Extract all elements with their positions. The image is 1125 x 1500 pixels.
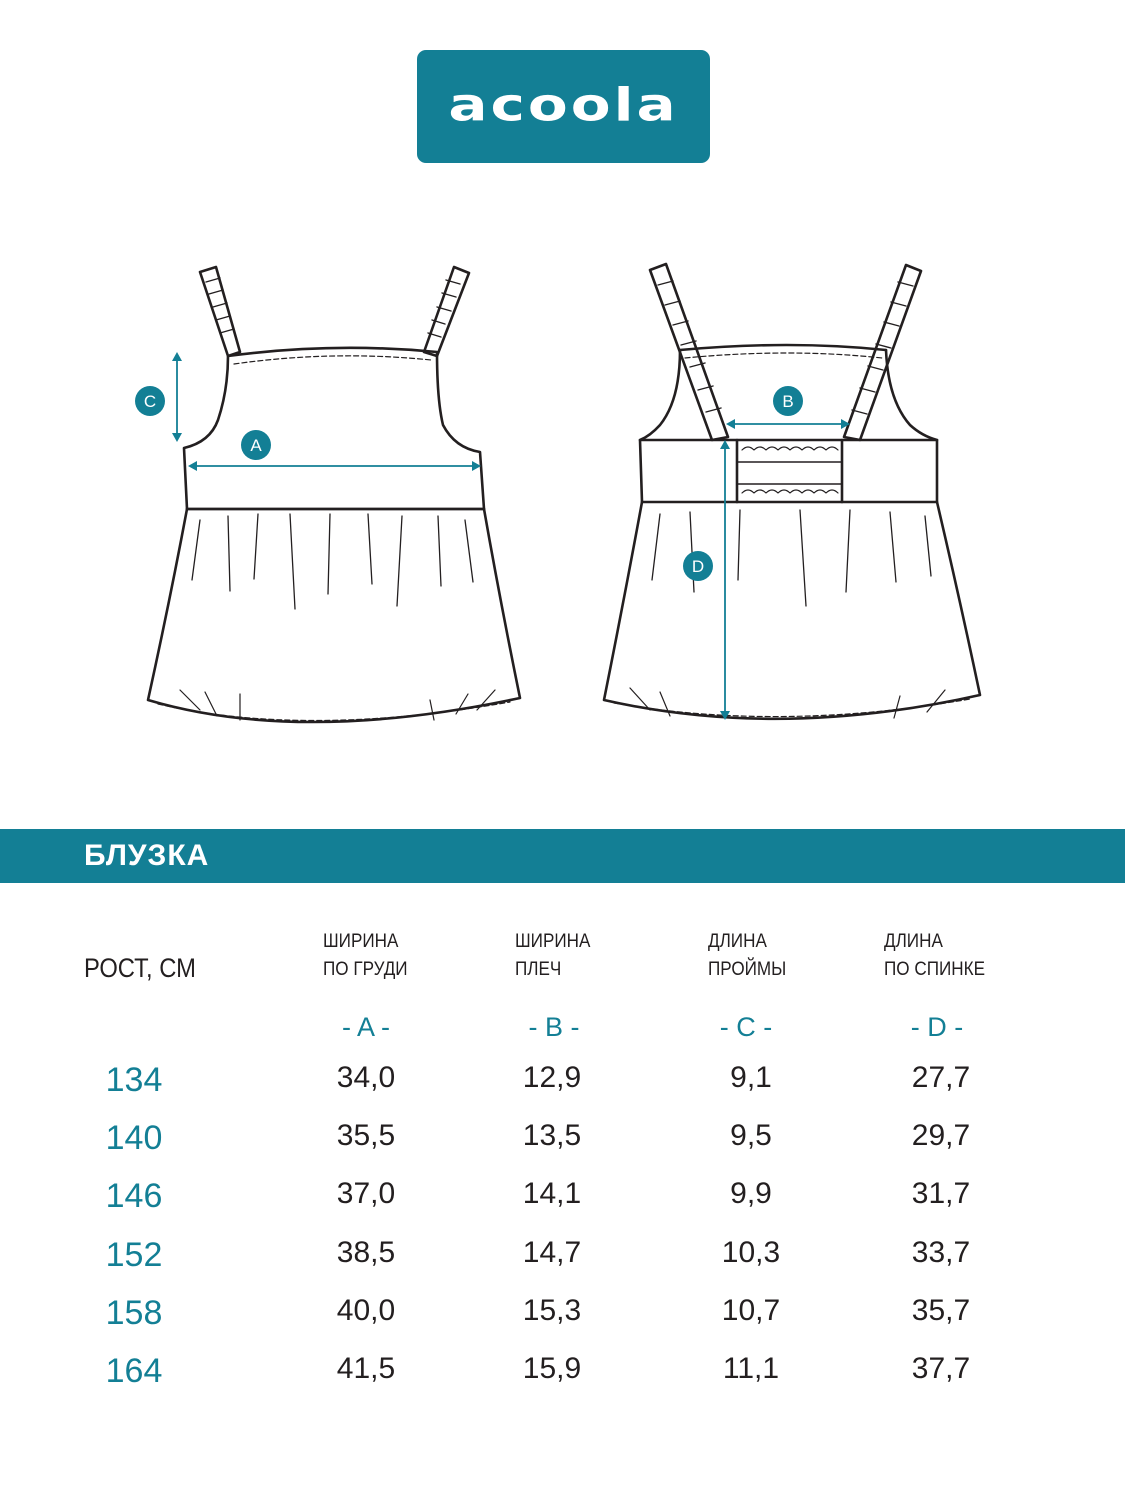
- height-header: РОСТ, СМ: [84, 953, 196, 983]
- back-view: [604, 264, 980, 719]
- column-header-shoulder-width: ШИРИНА ПЛЕЧ: [515, 931, 591, 980]
- product-title-band: [0, 829, 1125, 883]
- value-cell-c: 9,1: [730, 1061, 772, 1094]
- table-row: [0, 1236, 1125, 1294]
- table-row: [0, 1352, 1125, 1410]
- column-header-back-length: ДЛИНА ПО СПИНКЕ: [884, 931, 985, 980]
- height-cell: 146: [105, 1177, 163, 1215]
- value-cell-c: 10,3: [721, 1236, 781, 1269]
- value-cell-c: 10,7: [721, 1294, 781, 1327]
- brand-logo: [417, 50, 710, 163]
- svg-text:B: B: [782, 392, 794, 411]
- table-row: [0, 1177, 1125, 1235]
- product-title: БЛУЗКА: [84, 839, 210, 872]
- column-header-armhole-length: ДЛИНА ПРОЙМЫ: [708, 931, 787, 980]
- value-cell-b: 14,1: [522, 1177, 582, 1210]
- column-header-chest-width: ШИРИНА ПО ГРУДИ: [323, 931, 408, 980]
- value-cell-d: 29,7: [911, 1119, 971, 1152]
- column-letter-b: - B -: [528, 1012, 580, 1042]
- column-letter-d: - D -: [910, 1012, 964, 1042]
- column-letter-c: - C -: [719, 1012, 773, 1042]
- value-cell-a: 34,0: [336, 1061, 396, 1094]
- svg-text:C: C: [143, 392, 157, 411]
- table-row: [0, 1294, 1125, 1352]
- value-cell-b: 12,9: [522, 1061, 582, 1094]
- value-cell-d: 27,7: [911, 1061, 971, 1094]
- value-cell-a: 38,5: [336, 1236, 396, 1269]
- table-row: [0, 1061, 1125, 1119]
- height-cell: 140: [105, 1119, 163, 1157]
- value-cell-d: 37,7: [911, 1352, 971, 1385]
- brand-logo-text: acoola: [448, 77, 679, 132]
- value-cell-a: 41,5: [336, 1352, 396, 1385]
- front-view: [148, 267, 520, 722]
- value-cell-d: 33,7: [911, 1236, 971, 1269]
- height-cell: 158: [105, 1294, 163, 1332]
- marker-a: [241, 430, 271, 460]
- marker-d: [683, 551, 713, 581]
- column-letter-a: - A -: [341, 1012, 390, 1042]
- value-cell-b: 14,7: [522, 1236, 582, 1269]
- table-row: [0, 1119, 1125, 1177]
- value-cell-a: 37,0: [336, 1177, 396, 1210]
- garment-diagram: [0, 230, 1125, 750]
- svg-text:A: A: [250, 436, 262, 455]
- height-cell: 134: [105, 1061, 163, 1099]
- value-cell-a: 35,5: [336, 1119, 396, 1152]
- value-cell-d: 31,7: [911, 1177, 971, 1210]
- height-cell: 152: [105, 1236, 163, 1274]
- value-cell-c: 11,1: [722, 1352, 780, 1385]
- value-cell-c: 9,9: [730, 1177, 772, 1210]
- value-cell-d: 35,7: [911, 1294, 971, 1327]
- marker-b: [773, 386, 803, 416]
- height-cell: 164: [105, 1352, 163, 1390]
- value-cell-c: 9,5: [730, 1119, 772, 1152]
- marker-c: [135, 386, 165, 416]
- value-cell-b: 15,3: [522, 1294, 582, 1327]
- value-cell-a: 40,0: [336, 1294, 396, 1327]
- value-cell-b: 15,9: [522, 1352, 582, 1385]
- value-cell-b: 13,5: [522, 1119, 582, 1152]
- svg-text:D: D: [691, 557, 705, 576]
